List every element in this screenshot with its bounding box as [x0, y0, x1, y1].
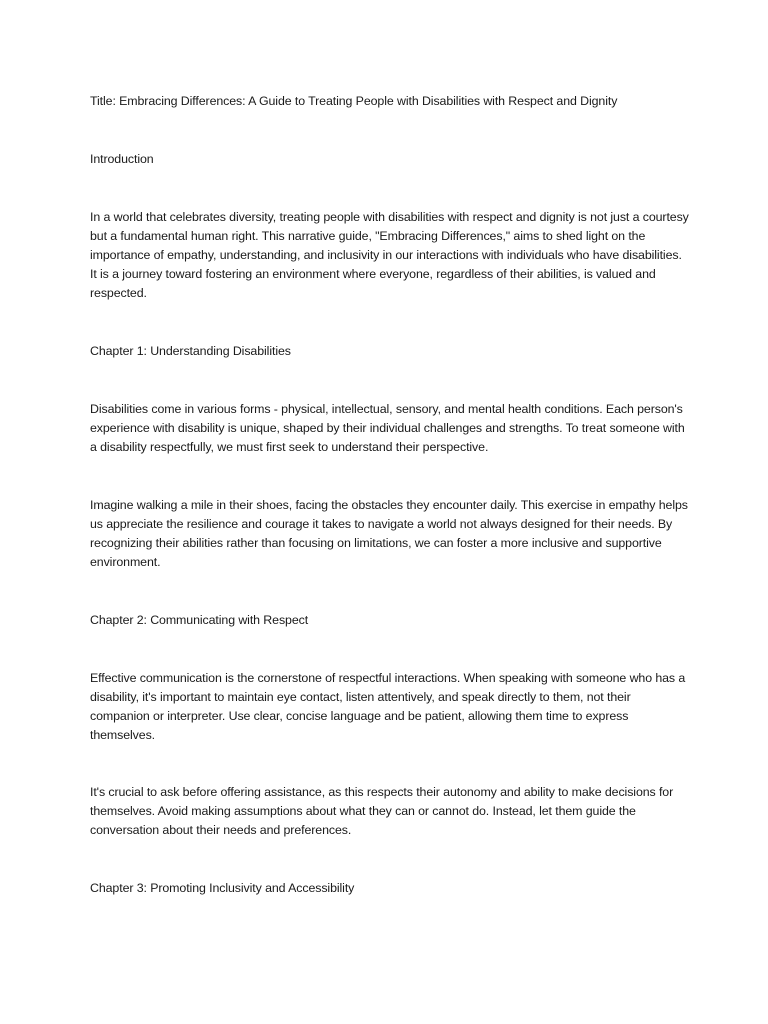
paragraph-chapter-2-a: Effective communication is the cornerstone of respectful interactions. When speaking with someone who has a disability, it's important to maintain eye contact, listen attentively, and speak directly to them, not their companion or interpreter. Use clear, concise language and be patient, allowing them time to express themselves.: [90, 671, 686, 742]
section-heading-chapter-3: Chapter 3: Promoting Inclusivity and Accessibility: [90, 881, 355, 895]
paragraph-chapter-1-b: Imagine walking a mile in their shoes, facing the obstacles they encounter daily. This exercise in empathy helps us appreciate the resilience and courage it takes to navigate a world not always designed for their needs. By recognizing their abilities rather than focusing on limitations, we can foster a more inclusive and supportive environment.: [90, 498, 688, 569]
section-heading-chapter-1: Chapter 1: Understanding Disabilities: [90, 344, 291, 358]
section-heading-chapter-2: Chapter 2: Communicating with Respect: [90, 613, 309, 627]
paragraph-chapter-2-b: It's crucial to ask before offering assistance, as this respects their autonomy and ability to make decisions for themselves. Avoid making assumptions about what they can or cannot do. Instead, let them guide the conversation about their needs and preferences.: [90, 785, 674, 837]
paragraph-introduction: In a world that celebrates diversity, treating people with disabilities with respect and dignity is not just a courtesy but a fundamental human right. This narrative guide, "Embracing Differences," aims to shed light on the importance of empathy, understanding, and inclusivity in our interactions with individuals who have disabilities. It is a journey toward fostering an environment where everyone, regardless of their abilities, is valued and respected.: [90, 210, 689, 300]
section-heading-introduction: Introduction: [90, 152, 154, 166]
paragraph-chapter-1-a: Disabilities come in various forms - physical, intellectual, sensory, and mental health conditions. Each person's experience with disability is unique, shaped by their individual challenges and strengths. To treat someone with a disability respectfully, we must first seek to understand their perspective.: [90, 402, 685, 454]
document-title: Title: Embracing Differences: A Guide to Treating People with Disabilities with Respect and Dignity: [90, 94, 618, 108]
